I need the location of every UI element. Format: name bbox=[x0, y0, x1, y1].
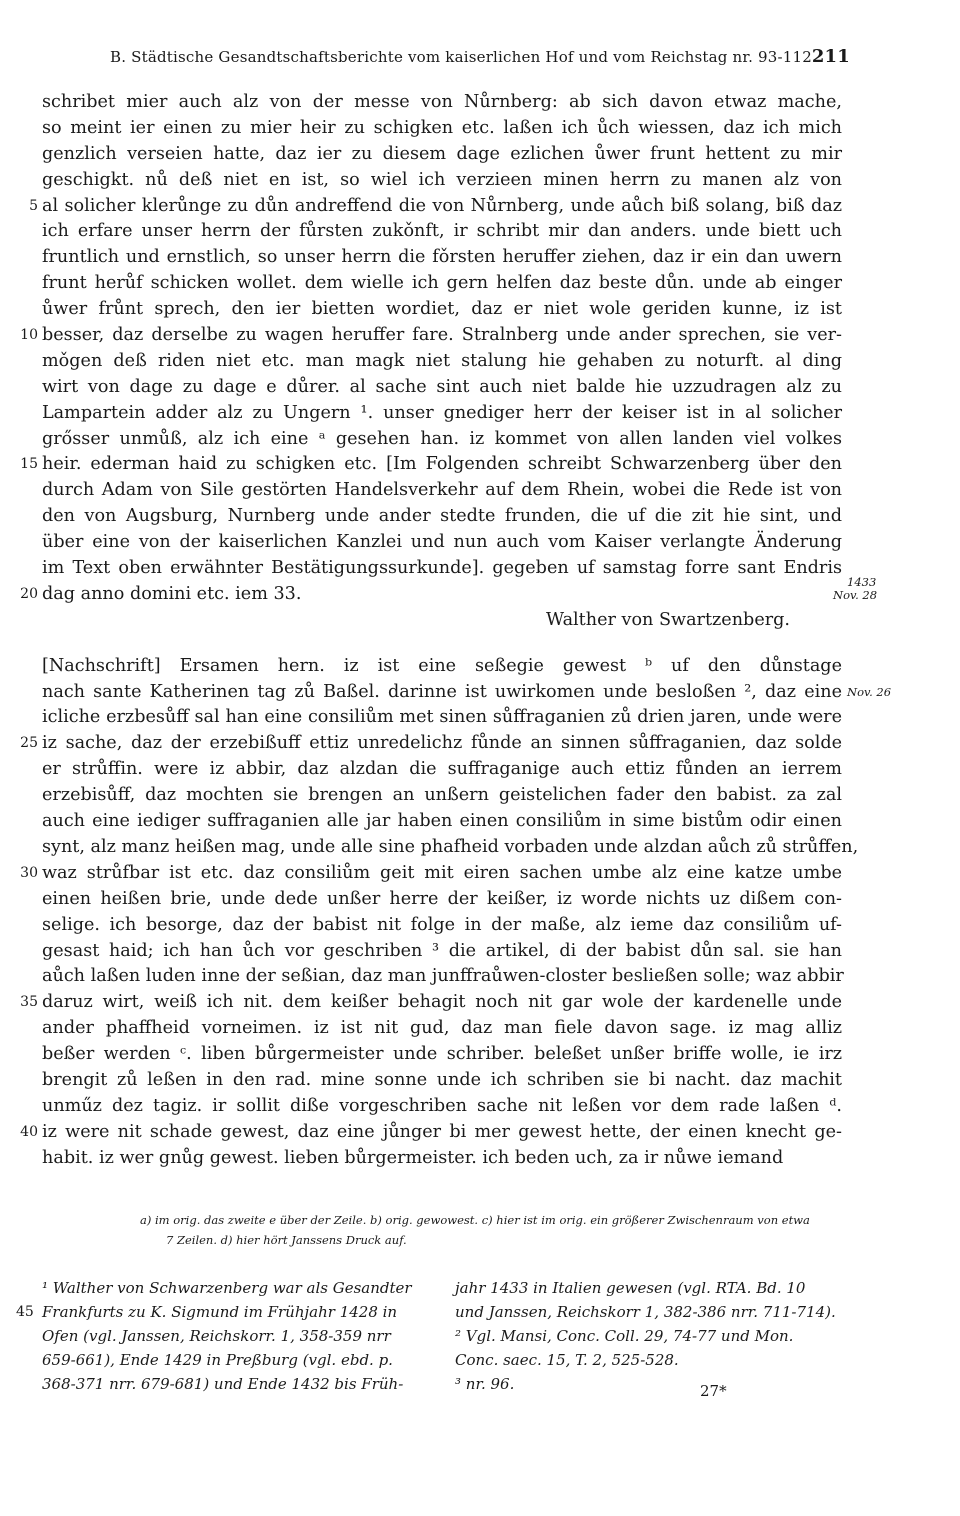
line-text: dag anno domini etc. iem 33. bbox=[42, 583, 302, 604]
line-text: brengit zů leßen in den rad. mine sonne unde ich schriben sie bi nacht. daz machit bbox=[42, 1069, 842, 1090]
line-number: 5 bbox=[29, 197, 38, 214]
line-text: einen heißen brie, unde dede unßer herre der keißer, iz worde nichts uz dißem con- bbox=[42, 888, 842, 909]
footnotes-left bbox=[16, 1276, 440, 1396]
line-text: gesast haid; ich han ůch vor geschriben ³ die artikel, di der babist důn sal. sie han bbox=[42, 940, 842, 961]
text-line bbox=[42, 1068, 842, 1094]
text-line bbox=[42, 116, 842, 142]
running-title: B. Städtische Gesandtschaftsberichte vom kaiserlichen Hof und vom Reichstag nr. 93-112. bbox=[110, 48, 817, 66]
footnote-line: 45 Frankfurts zu K. Sigmund im Frühjahr 1428 in bbox=[16, 1303, 398, 1321]
line-text: ich erfare unser herrn der fůrsten zukǒnft, ir schribt mir dan anders. unde biett uch bbox=[42, 221, 842, 242]
line-number: 15 bbox=[20, 456, 38, 473]
line-text: selige. ich besorge, daz der babist nit folge in der maße, alz ieme daz consiliům uf- bbox=[42, 914, 842, 935]
line-text: im Text oben erwähnter Bestätigungssurkunde]. gegeben uf samstag forre sant Endris bbox=[42, 558, 842, 579]
line-text: besser, daz derselbe zu wagen heruffer fare. Stralnberg unde ander sprechen, sie ver- bbox=[42, 325, 842, 346]
text-line bbox=[42, 530, 842, 556]
line-number: 40 bbox=[20, 1123, 38, 1140]
textual-notes bbox=[140, 1210, 840, 1250]
line-text: habit. iz wer gnůg gewest. lieben bůrgermeister. ich beden uch, za ir nůwe iemand bbox=[42, 1147, 784, 1168]
line-text: beßer werden ᶜ. liben bůrgermeister unde schriber. beleßet unßer briffe wolle, ie irz bbox=[42, 1044, 842, 1065]
text-line bbox=[42, 680, 842, 706]
signature: Walther von Swartzenberg. bbox=[546, 609, 790, 630]
text-line bbox=[20, 452, 842, 478]
line-text: waz strůfbar ist etc. daz consiliům geit mit eiren sachen umbe alz eine katze umbe bbox=[42, 862, 842, 883]
line-text: er strůffin. were iz abbir, daz alzdan die suffraganige auch ettiz fůnden an ierrem bbox=[42, 759, 842, 780]
footnote-line: 659-661), Ende 1429 in Preßburg (vgl. ebd. p. bbox=[42, 1351, 393, 1369]
line-text: den von Augsburg, Nurnberg unde ander stedte frunden, die uf die zit hie sint, und bbox=[42, 506, 842, 527]
line-text: über eine von der kaiserlichen Kanzlei und nun auch vom Kaiser verlangte Änderung bbox=[42, 532, 842, 553]
text-line bbox=[42, 478, 842, 504]
text-line bbox=[20, 1120, 842, 1146]
line-text: grősser unmůß, alz ich eine ᵃ gesehen han. iz kommet von allen landen viel volkes bbox=[42, 428, 842, 449]
text-line bbox=[42, 168, 842, 194]
text-line bbox=[42, 349, 842, 375]
text-line bbox=[42, 835, 859, 861]
line-text: al solicher klerůnge zu důn andreffend die von Nůrnberg, unde aůch biß solang, biß daz bbox=[42, 195, 842, 216]
text-line bbox=[20, 582, 842, 608]
text-line bbox=[20, 323, 842, 349]
footnote-line: ² Vgl. Mansi, Conc. Coll. 29, 74-77 und Mon. bbox=[455, 1327, 794, 1345]
text-line bbox=[42, 271, 842, 297]
footnote-line: Conc. saec. 15, T. 2, 525-528. bbox=[455, 1351, 679, 1369]
text-line bbox=[20, 861, 842, 887]
text-line bbox=[20, 990, 842, 1016]
text-line bbox=[42, 427, 842, 453]
signature-line bbox=[42, 608, 842, 634]
margin-date: Nov. 26 bbox=[847, 684, 892, 699]
page-number: 211 bbox=[811, 46, 850, 67]
text-line bbox=[42, 297, 842, 323]
text-line bbox=[42, 1146, 842, 1172]
line-text: fruntlich und ernstlich, so unser herrn die fǒrsten heruffer ziehen, daz ir ein dan uwern bbox=[42, 247, 842, 268]
line-number: 25 bbox=[20, 735, 38, 752]
text-line bbox=[42, 705, 842, 731]
text-line bbox=[42, 375, 842, 401]
line-text: nach sante Katherinen tag zů Baßel. darinne ist uwirkomen unde besloßen ², daz eine bbox=[42, 681, 842, 702]
text-line bbox=[42, 913, 842, 939]
text-line bbox=[42, 783, 842, 809]
line-text: geschigkt. nů deß niet en ist, so wiel ich verzieen minen herrn zu manen alz von bbox=[42, 169, 842, 190]
signature-mark: 27* bbox=[700, 1382, 727, 1400]
line-text: erzebisůff, daz mochten sie brengen an unßern geistelichen fader den babist. za zal bbox=[42, 785, 842, 806]
textual-note-line: 7 Zeilen. d) hier hört Janssens Druck auf. bbox=[166, 1233, 407, 1247]
line-text: mǒgen deß riden niet etc. man magk niet stalung hie gehaben zu noturft. al ding bbox=[42, 350, 842, 371]
text-line bbox=[42, 142, 842, 168]
line-text: auch eine iediger suffraganien alle jar haben einen consiliům in sime bistům odir einen bbox=[42, 811, 842, 832]
line-text: frunt herůf schicken wollet. dem wielle ich gern helfen daz beste důn. unde ab einger bbox=[42, 273, 842, 294]
letter-text bbox=[20, 90, 878, 608]
line-text: icliche erzbesůff sal han eine consiliům met sinen sůffraganien zů drien jaren, unde were bbox=[42, 707, 842, 728]
line-text: so meint ier einen zu mier heir zu schigken etc. laßen ich ůch wiessen, daz ich mich bbox=[42, 117, 842, 138]
text-line bbox=[42, 939, 842, 965]
footnote-line: Ofen (vgl. Janssen, Reichskorr. 1, 358-359 nrr bbox=[42, 1327, 391, 1345]
footnotes-right bbox=[455, 1276, 845, 1396]
line-text: schribet mier auch alz von der messe von Nůrnberg: ab sich davon etwaz mache, bbox=[42, 92, 842, 112]
footnote-line: ³ nr. 96. bbox=[455, 1375, 515, 1393]
text-line bbox=[42, 504, 842, 530]
text-line bbox=[42, 1042, 842, 1068]
text-line bbox=[42, 964, 842, 990]
text-line bbox=[29, 194, 842, 220]
line-number: 10 bbox=[20, 327, 38, 344]
text-line bbox=[42, 757, 842, 783]
line-text: iz sache, daz der erzebißuff ettiz unredelichz fůnde an sinnen sůffraganien, daz solde bbox=[42, 733, 842, 754]
text-line bbox=[42, 1016, 842, 1042]
line-text: ander phaffheid vorneimen. iz ist nit gud, daz man fiele davon sage. iz mag alliz bbox=[42, 1018, 842, 1039]
line-text: wirt von dage zu dage e důrer. al sache sint auch niet balde hie uzzudragen alz zu bbox=[42, 376, 842, 397]
text-line bbox=[42, 809, 842, 835]
text-line bbox=[42, 887, 842, 913]
footnote-line: ¹ Walther von Schwarzenberg war als Gesandter bbox=[42, 1279, 412, 1297]
footnote-line: jahr 1433 in Italien gewesen (vgl. RTA. Bd. 10 bbox=[455, 1279, 806, 1297]
textual-note-line: a) im orig. das zweite e über der Zeile. b) orig. gewowest. c) hier ist im orig. ein größerer Zwischenraum von etwa bbox=[140, 1213, 810, 1227]
footnote-line: und Janssen, Reichskorr 1, 382-386 nrr. 711-714). bbox=[455, 1303, 836, 1321]
main-text bbox=[20, 90, 892, 1172]
text-line bbox=[42, 219, 842, 245]
line-text: heir. ederman haid zu schigken etc. [Im Folgenden schreibt Schwarzenberg über den bbox=[42, 454, 842, 475]
line-text: daruz wirt, weiß ich nit. dem keißer behagit noch nit gar wole der kardenelle unde bbox=[42, 992, 842, 1013]
line-text: unműz dez tagiz. ir sollit diße vorgeschriben sache nit leßen vor dem rade laßen ᵈ. bbox=[42, 1095, 842, 1116]
line-text: genzlich verseien hatte, daz ier zu diesem dage ezlichen ůwer frunt hettent zu mir bbox=[42, 143, 842, 164]
line-text: [Nachschrift] Ersamen hern. iz ist eine seßegie gewest ᵇ uf den důnstage bbox=[42, 655, 842, 676]
running-header bbox=[110, 48, 850, 66]
text-line bbox=[42, 245, 842, 271]
line-text: synt, alz manz heißen mag, unde alle sine phafheid vorbaden unde alzdan aůch zů strůffen, bbox=[42, 836, 859, 857]
text-line bbox=[42, 401, 842, 427]
line-text: iz were nit schade gewest, daz eine jůnger bi mer gewest hette, der einen knecht ge- bbox=[42, 1121, 842, 1142]
line-number: 20 bbox=[20, 585, 38, 602]
line-text: aůch laßen luden inne der seßian, daz man junffraůwen-closter besließen solle; waz abbir bbox=[42, 966, 844, 987]
line-number: 30 bbox=[20, 864, 38, 881]
text-line bbox=[20, 731, 842, 757]
text-line bbox=[42, 90, 842, 116]
line-text: durch Adam von Sile gestörten Handelsverkehr auf dem Rhein, wobei die Rede ist von bbox=[42, 480, 842, 501]
line-text: ůwer frůnt sprech, den ier bietten wordiet, daz er niet wole geriden kunne, iz ist bbox=[42, 299, 842, 320]
line-text: Lampartein adder alz zu Ungern ¹. unser gnediger herr der keiser ist in al solicher bbox=[42, 402, 842, 423]
line-number: 35 bbox=[20, 994, 38, 1011]
postscript-text bbox=[20, 654, 892, 1172]
footnote-line: 368-371 nrr. 679-681) und Ende 1432 bis Früh- bbox=[42, 1375, 404, 1393]
text-line bbox=[42, 1094, 842, 1120]
margin-date: 1433 Nov. 28 bbox=[833, 574, 878, 602]
